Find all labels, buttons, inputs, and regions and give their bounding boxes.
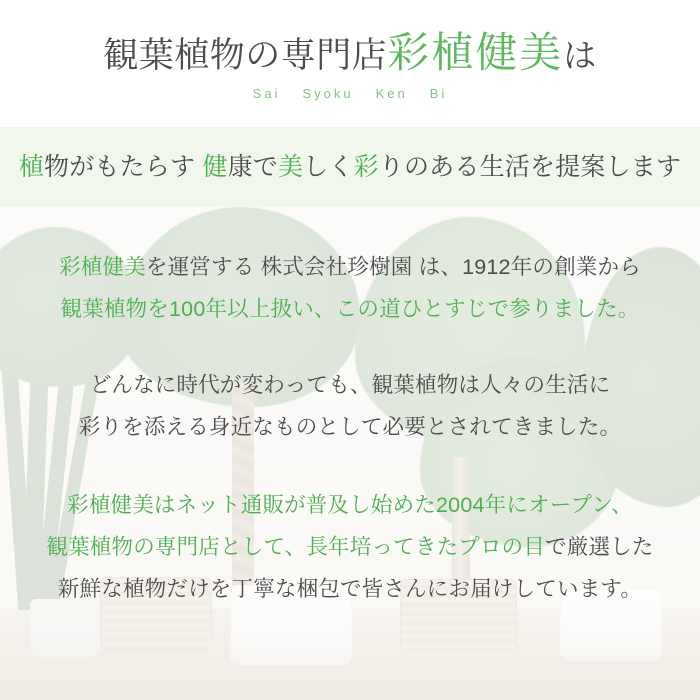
paragraph-3-line-2: [22, 526, 678, 568]
paragraph-2-line-1: どんなに時代が変わっても、観葉植物は人々の生活に: [89, 373, 611, 397]
romaji-part-2: Ken: [375, 86, 408, 101]
subheadline-seg-4: 康で: [227, 153, 278, 181]
paragraph-1: [22, 246, 678, 330]
subheadline-seg-1: 植: [18, 153, 44, 181]
p3-l1-b: はネット通販が普及し始めた2004年にオープン、: [153, 493, 633, 517]
page-title: [0, 29, 700, 76]
p1-l1-b: を運営する: [145, 255, 261, 279]
brand-inline: 彩植健美: [67, 493, 154, 517]
romaji-part-1: Syoku: [302, 86, 354, 101]
subheadline-seg-3: 健: [202, 153, 228, 181]
subheadline-seg-8: りのある生活を提案します: [378, 153, 682, 181]
paragraph-1-line-1: [22, 246, 678, 288]
romaji-part-3: Bi: [429, 86, 448, 101]
title-suffix: は: [563, 37, 597, 74]
romaji-part-0: Sai: [252, 86, 281, 101]
p3-l2-b: で厳選した: [545, 535, 654, 559]
p3-l2-a: 観葉植物の専門店として、長年培ってきたプロの目: [46, 535, 546, 559]
p1-l1-d: は、1912年の創業から: [412, 255, 641, 279]
company-name: 株式会社珍樹園: [260, 255, 413, 279]
title-prefix: 観葉植物の専門店: [103, 36, 388, 75]
subheadline-seg-6: しく: [303, 153, 354, 181]
brand-name: 彩植健美: [387, 29, 564, 76]
paragraph-3: [22, 484, 678, 610]
brand-romaji: [0, 86, 700, 101]
subheadline-seg-2: 物がもたらす: [44, 153, 203, 181]
subheadline-seg-5: 美: [277, 153, 304, 181]
paragraph-1-line-2: 観葉植物を100年以上扱い、この道ひとすじで参りました。: [60, 297, 640, 321]
paragraph-3-line-1: [22, 484, 678, 526]
banner-header: [0, 0, 700, 127]
subheadline-seg-7: 彩: [353, 153, 379, 181]
subheadline-band: [0, 127, 700, 207]
paragraph-2: [22, 364, 678, 448]
body-copy: [0, 207, 700, 700]
paragraph-3-line-3: 新鮮な植物だけを丁寧な梱包で皆さんにお届けしています。: [57, 577, 643, 601]
paragraph-2-line-2: 彩りを添える身近なものとして必要とされてきました。: [78, 415, 622, 439]
brand-inline: 彩植健美: [59, 255, 146, 279]
subheadline: [19, 152, 681, 182]
